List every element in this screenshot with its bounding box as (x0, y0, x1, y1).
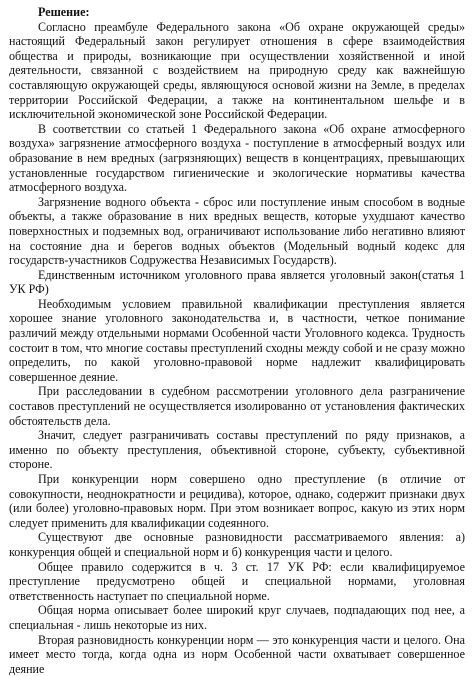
paragraph-general-norm: Общая норма описывает более широкий круг случаев, подпадающих под нее, а специальная - лишь некоторые из них. (9, 603, 465, 632)
paragraph-investigation: При расследовании в судебном рассмотрении уголовного дела разграничение составов преступлений не осуществляется изолированно от установления фактических обстоятельств дела. (9, 384, 465, 428)
paragraph-two-types: Существуют две основные разновидности рассматриваемого явления: а) конкуренция общей и специальной норм и б) конкуренция части и целого. (9, 530, 465, 559)
solution-heading: Решение: (38, 5, 90, 19)
paragraph-qualification: Необходимым условием правильной квалификации преступления является хорошее знание уголовного законодательства и, в частности, четкое понимание различий между отдельными нормами Особенной части Уголовного кодекса. Трудность состоит в том, что многие составы преступлений сходны между собой и не сразу можно определить, по какой уголовно-правовой норме надлежит квалифицировать совершенное деяние. (9, 296, 465, 384)
paragraph-norm-competition: При конкуренции норм совершено одно преступление (в отличие от совокупности, неоднократности и рецидива), которое, однако, содержит признаки двух (или более) уголовно-правовых норм. При этом возникает вопрос, какую из этих норм следует применить для квалификации содеянного. (9, 472, 465, 530)
paragraph-distinguishing: Значит, следует разграничивать составы преступлений по ряду признаков, а именно по объекту преступления, объективной стороне, субъекту, субъективной стороне. (9, 428, 465, 472)
paragraph-part-and-whole: Вторая разновидность конкуренции норм — это конкуренция части и целого. Она имеет место тогда, когда одна из норм Особенной части охватывает совершенное деяние (9, 632, 465, 676)
document-page (9, 5, 465, 676)
paragraph-preamble: Согласно преамбуле Федерального закона «Об охране окружающей среды» настоящий Федеральный закон регулирует отношения в сфере взаимодействия общества и природы, возникающие при осуществлении хозяйственной и иной деятельности, связанной с воздействием на природную среду как важнейшую составляющую окружающей среды, являющуюся основой жизни на Земле, в пределах территории Российской Федерации, а также на континентальном шельфе и в исключительной экономической зоне Российской Федерации. (9, 19, 465, 122)
paragraph-general-rule: Общее правило содержится в ч. 3 ст. 17 УК РФ: если квалифицируемое преступление предусмотрено общей и специальной нормами, уголовная ответственность наступает по специальной норме. (9, 559, 465, 603)
paragraph-air-pollution: В соответствии со статьей 1 Федерального закона «Об охране атмосферного воздуха» загрязнение атмосферного воздуха - поступление в атмосферный воздух или образование в нем вредных (загрязняющих) веществ в концентрациях, превышающих установленные государством гигиенические и экологические нормативы качества атмосферного воздуха. (9, 121, 465, 195)
paragraph-water-pollution: Загрязнение водного объекта - сброс или поступление иным способом в водные объекты, а также образование в них вредных веществ, которые ухудшают качество поверхностных и подземных вод, ограничивают использование либо негативно влияют на состояние дна и берегов водных объектов (Модельный водный кодекс для государств-участников Содружества Независимых Государств). (9, 194, 465, 268)
paragraph-criminal-law-source: Единственным источником уголовного права является уголовный закон(статья 1 УК РФ) (9, 267, 465, 297)
